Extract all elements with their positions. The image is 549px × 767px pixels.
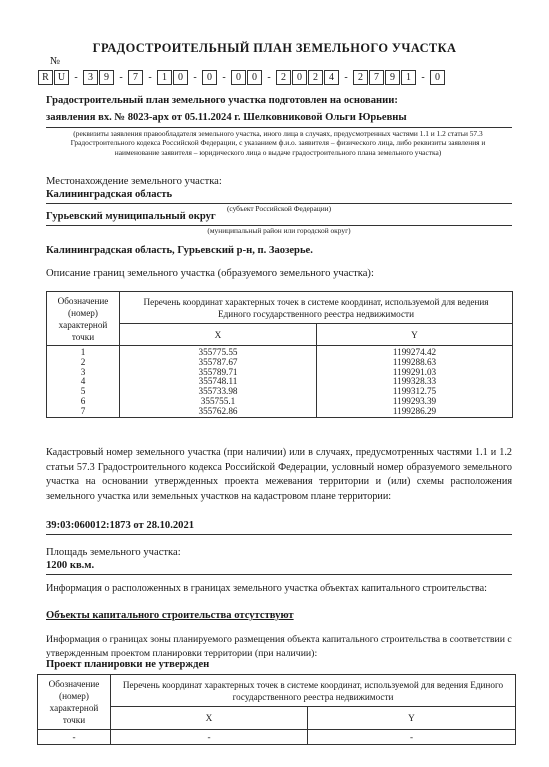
number-cell: 2 bbox=[276, 70, 291, 85]
number-cell: 7 bbox=[369, 70, 384, 85]
number-separator: - bbox=[344, 71, 348, 83]
number-cell: U bbox=[54, 70, 69, 85]
district: Гурьевский муниципальный округ bbox=[46, 211, 216, 222]
number-cell: 7 bbox=[128, 70, 143, 85]
number-cell: 0 bbox=[430, 70, 445, 85]
col-point-header: Обозначение (номер) характерной точки bbox=[47, 292, 120, 346]
basis-value: заявления вх. № 8023-арх от 05.11.2024 г. Шелковниковой Ольги Юрьевны bbox=[46, 112, 407, 123]
y-coordinate: 1199293.39 bbox=[392, 395, 437, 406]
region: Калининградская область bbox=[46, 189, 173, 200]
number-separator: - bbox=[148, 71, 152, 83]
zone-table bbox=[37, 674, 516, 745]
address: Калининградская область, Гурьевский р-н, п. Заозерье. bbox=[46, 245, 313, 256]
number-label: № bbox=[50, 56, 61, 67]
point-number: 6 bbox=[80, 395, 86, 406]
y-coordinate: 1199274.42 bbox=[392, 347, 437, 357]
x-coordinate: 355733.98 bbox=[198, 386, 238, 397]
point-numbers bbox=[47, 346, 120, 418]
basis-underline bbox=[46, 127, 512, 128]
cadastral-text: Кадастровый номер земельного участка (при наличии) или в случаях, предусмотренных частями 1.1 и 1.2 статьи 57.3 Градостроительного кодекса Российской Федерации, условный номер образуемого земельного участка на основании утвержденных проекта межевания территории и (или) схемы расположения земельного участка или земельных участков на кадастровом плане территории: bbox=[46, 447, 512, 502]
y-coordinate: 1199288.63 bbox=[392, 356, 437, 367]
area-label: Площадь земельного участка: bbox=[46, 547, 181, 558]
objects-text: Информация о расположенных в границах земельного участка объектах капитального строительства: bbox=[46, 583, 487, 594]
number-cell: 3 bbox=[83, 70, 98, 85]
document-title: ГРАДОСТРОИТЕЛЬНЫЙ ПЛАН ЗЕМЕЛЬНОГО УЧАСТКА bbox=[92, 41, 457, 55]
cadastral-underline bbox=[46, 534, 512, 535]
x-coordinate: 355789.71 bbox=[198, 366, 238, 377]
point-number: 2 bbox=[80, 356, 86, 367]
area-value: 1200 кв.м. bbox=[46, 560, 95, 571]
zone-table-row bbox=[38, 730, 516, 745]
boundaries-table bbox=[46, 291, 513, 418]
number-cell: 4 bbox=[324, 70, 339, 85]
col-y-header: Y bbox=[317, 324, 513, 346]
zone-text: Информация о границах зоны планируемого размещения объекта капитального строительства в соответствии с утвержденным проектом планировки территории (при наличии): bbox=[46, 634, 512, 659]
zone-point: - bbox=[38, 730, 111, 745]
number-separator: - bbox=[119, 71, 123, 83]
table-body bbox=[47, 346, 513, 418]
number-cell: 0 bbox=[173, 70, 188, 85]
col-x-header: X bbox=[120, 324, 317, 346]
number-cell: 0 bbox=[231, 70, 246, 85]
number-cell: 1 bbox=[401, 70, 416, 85]
point-number: 7 bbox=[80, 405, 86, 416]
cadastral-value: 39:03:060012:1873 от 28.10.2021 bbox=[46, 520, 195, 531]
point-number: 5 bbox=[80, 386, 86, 397]
number-cell: 0 bbox=[292, 70, 307, 85]
number-cell: 1 bbox=[157, 70, 172, 85]
number-cell: 2 bbox=[308, 70, 323, 85]
number-separator: - bbox=[267, 71, 271, 83]
number-cell: 0 bbox=[247, 70, 262, 85]
boundaries-heading: Описание границ земельного участка (образуемого земельного участка): bbox=[46, 268, 374, 279]
zone-x: - bbox=[111, 730, 308, 745]
plan-number bbox=[38, 68, 445, 86]
y-coordinate: 1199286.29 bbox=[392, 405, 437, 416]
district-note: (муниципальный район или городской округ) bbox=[207, 226, 351, 235]
basis-note: (реквизиты заявления правообладателя земельного участка, иного лица в случаях, предусмотренных частями 1.1 и 1.2 статьи 57.3 Градостроительного кодекса Российской Федерации, с указанием ф.и.о. заявителя – физического лица, либо реквизиты заявления и наименование заявителя – юридического лица о выдаче градостроительного плана земельного участка) bbox=[70, 129, 486, 157]
y-coordinate: 1199291.03 bbox=[392, 366, 437, 377]
zone-col-x-header: X bbox=[111, 707, 308, 730]
x-coordinate: 355775.55 bbox=[198, 347, 238, 357]
number-separator: - bbox=[421, 71, 425, 83]
number-separator: - bbox=[193, 71, 197, 83]
basis-heading: Градостроительный план земельного участка подготовлен на основании: bbox=[46, 95, 398, 106]
number-cell: R bbox=[38, 70, 53, 85]
number-separator: - bbox=[74, 71, 78, 83]
zone-col-point-header: Обозначение (номер) характерной точки bbox=[38, 675, 111, 730]
y-values bbox=[317, 346, 513, 418]
number-cell: 2 bbox=[353, 70, 368, 85]
x-coordinate: 355755.1 bbox=[200, 395, 236, 406]
zone-col-list-header: Перечень координат характерных точек в системе координат, используемой для ведения Единого государственного реестра недвижимости bbox=[111, 675, 516, 707]
point-number: 1 bbox=[80, 347, 86, 357]
col-list-header: Перечень координат характерных точек в системе координат, используемой для ведения Единого государственного реестра недвижимости bbox=[120, 292, 513, 324]
zone-y: - bbox=[308, 730, 516, 745]
x-coordinate: 355762.86 bbox=[198, 405, 238, 416]
zone-col-y-header: Y bbox=[308, 707, 516, 730]
area-underline bbox=[46, 574, 512, 575]
number-cell: 9 bbox=[99, 70, 114, 85]
objects-value: Объекты капитального строительства отсутствуют bbox=[46, 610, 294, 621]
number-cell: 0 bbox=[202, 70, 217, 85]
x-coordinate: 355787.67 bbox=[198, 356, 238, 367]
location-label: Местонахождение земельного участка: bbox=[46, 176, 222, 187]
region-note: (субъект Российской Федерации) bbox=[226, 204, 332, 213]
point-number: 3 bbox=[80, 366, 86, 377]
zone-value: Проект планировки не утвержден bbox=[46, 659, 210, 670]
y-coordinate: 1199328.33 bbox=[392, 376, 437, 387]
point-number: 4 bbox=[80, 376, 86, 387]
number-separator: - bbox=[222, 71, 226, 83]
number-cell: 9 bbox=[385, 70, 400, 85]
x-coordinate: 355748.11 bbox=[198, 376, 238, 387]
y-coordinate: 1199312.75 bbox=[392, 386, 437, 397]
x-values bbox=[120, 346, 317, 418]
